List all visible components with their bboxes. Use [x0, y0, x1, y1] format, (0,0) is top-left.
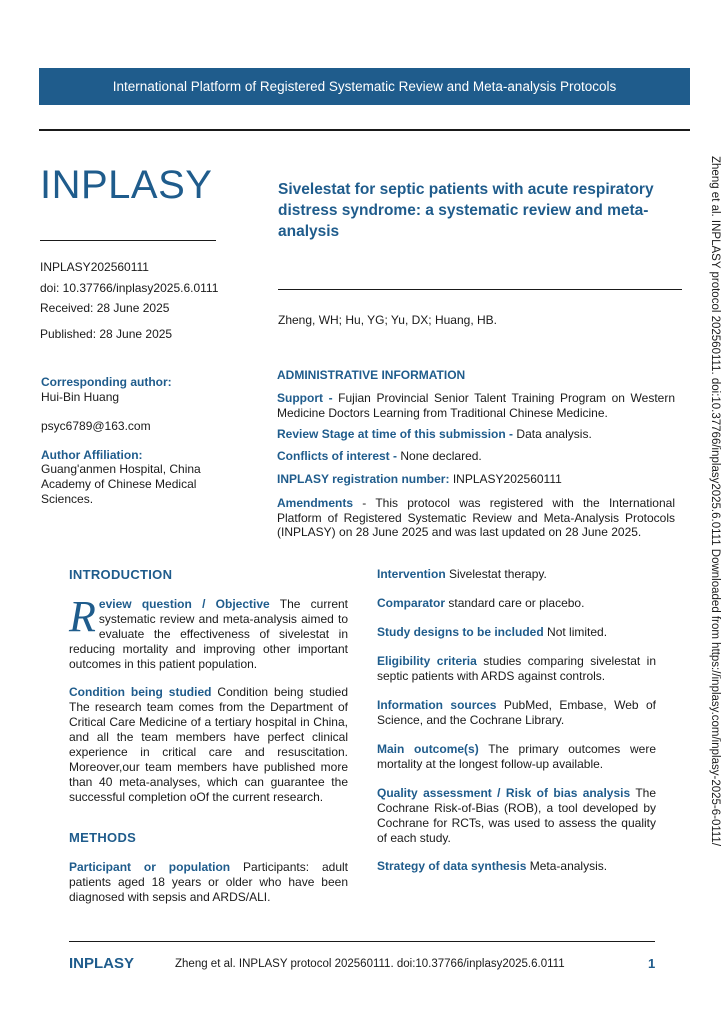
- brand-logo: INPLASY: [40, 163, 213, 207]
- published-date: Published: 28 June 2025: [40, 327, 173, 341]
- footer-rule: [69, 941, 655, 942]
- amendments-label: Amendments: [277, 496, 354, 510]
- corresponding-author-name: Hui-Bin Huang: [41, 390, 120, 404]
- admin-heading: ADMINISTRATIVE INFORMATION: [277, 368, 466, 382]
- review-question-paragraph: [69, 592, 349, 672]
- stage-label: Review Stage at time of this submission -: [277, 427, 514, 441]
- main-outcomes-paragraph: [377, 742, 656, 772]
- participant-label: Participant or population: [69, 860, 231, 874]
- footer-brand: INPLASY: [69, 955, 135, 972]
- admin-conflicts: [277, 449, 675, 464]
- corresponding-email[interactable]: psyc6789@163.com: [41, 419, 151, 433]
- eligibility-text: studies comparing sivelestat in septic patients with ARDS against controls.: [377, 654, 656, 683]
- condition-label: Condition being studied: [69, 685, 212, 699]
- footer-citation: Zheng et al. INPLASY protocol 202560111. doi:10.37766/inplasy2025.6.0111: [175, 958, 565, 970]
- received-date: Received: 28 June 2025: [40, 301, 170, 315]
- affiliation-text: Guang'anmen Hospital, China Academy of Chinese Medical Sciences.: [41, 462, 201, 506]
- information-sources-text: PubMed, Embase, Web of Science, and the Cochrane Library.: [377, 698, 656, 727]
- conflicts-text: None declared.: [400, 449, 482, 463]
- affiliation-label: Author Affiliation:: [41, 448, 143, 462]
- condition-text: Condition being studied The research team comes from the Department of Critical Care Medicine of a tertiary hospital in China, and all the team members have perfect clinical experience in critical care and resuscitation. Moreover,our team members have published more than 40 meta-analyses, which can guarantee the successful completion oOf the current research.: [69, 685, 348, 804]
- review-question-label: eview question / Objective: [98, 597, 270, 611]
- main-outcomes-text: The primary outcomes were mortality at the longest follow-up available.: [377, 742, 656, 771]
- title-rule: [278, 289, 682, 290]
- condition-paragraph: [69, 685, 348, 805]
- admin-stage: [277, 427, 675, 442]
- drop-cap: R: [69, 592, 96, 641]
- download-sidebar-note: Zheng et al. INPLASY protocol 202560111. doi:10.37766/inplasy2025.6.0111 Downloaded from https://inplasy.com/inplasy-2025-6-0111/: [709, 156, 721, 847]
- top-rule: [39, 129, 690, 131]
- page-number: 1: [648, 956, 656, 971]
- admin-registration: [277, 472, 675, 487]
- data-synthesis-text: Meta-analysis.: [529, 859, 608, 873]
- intervention-label: Intervention: [377, 567, 446, 581]
- amendments-text: - This protocol was registered with the International Platform of Registered Systematic Review and Meta-Analysis Protocols (INPLASY) on 28 June 2025 and was last updated on 28 June 2025.: [277, 496, 675, 539]
- stage-text: Data analysis.: [516, 427, 592, 441]
- intervention-text: Sivelestat therapy.: [449, 567, 547, 581]
- comparator-text: standard care or placebo.: [448, 596, 585, 610]
- study-designs-text: Not limited.: [547, 625, 608, 639]
- authors: Zheng, WH; Hu, YG; Yu, DX; Huang, HB.: [278, 313, 497, 327]
- admin-support: [277, 391, 675, 420]
- brand-rule: [40, 240, 216, 241]
- conflicts-label: Conflicts of interest -: [277, 449, 398, 463]
- quality-assessment-paragraph: [377, 786, 656, 846]
- participant-paragraph: [69, 860, 348, 905]
- quality-assessment-text: The Cochrane Risk-of-Bias (ROB), a tool developed by Cochrane for RCTs, was used to assess the quality of each study.: [377, 786, 657, 845]
- inplasy-id: INPLASY202560111: [40, 260, 149, 274]
- intervention-paragraph: [377, 567, 656, 582]
- admin-amendments: [277, 496, 675, 540]
- methods-heading: METHODS: [69, 830, 137, 845]
- comparator-label: Comparator: [377, 596, 446, 610]
- review-question-text: The current systematic review and meta-analysis aimed to evaluate the effectiveness of sivelestat in reducing mortality and improving other important outcomes in this patient population.: [69, 597, 349, 671]
- main-outcomes-label: Main outcome(s): [377, 742, 479, 756]
- registration-number: INPLASY202560111: [452, 472, 562, 486]
- information-sources-paragraph: [377, 698, 656, 728]
- eligibility-label: Eligibility criteria: [377, 654, 477, 668]
- header-banner: International Platform of Registered Systematic Review and Meta-analysis Protocols: [39, 68, 690, 105]
- paper-title: Sivelestat for septic patients with acute respiratory distress syndrome: a systematic review and meta-analysis: [278, 181, 654, 240]
- study-designs-label: Study designs to be included: [377, 625, 544, 639]
- support-label: Support -: [277, 391, 333, 405]
- data-synthesis-label: Strategy of data synthesis: [377, 859, 527, 873]
- support-text: Fujian Provincial Senior Talent Training Program on Western Medicine Doctors Learning from Traditional Chinese Medicine.: [277, 391, 675, 420]
- information-sources-label: Information sources: [377, 698, 497, 712]
- quality-assessment-label: Quality assessment / Risk of bias analysis: [377, 786, 631, 800]
- participant-text: Participants: adult patients aged 18 years or older who have been diagnosed with sepsis and ARDS/ALI.: [69, 860, 348, 904]
- eligibility-paragraph: [377, 654, 656, 684]
- study-designs-paragraph: [377, 625, 656, 640]
- corresponding-author-label: Corresponding author:: [41, 375, 172, 389]
- doi-text: doi: 10.37766/inplasy2025.6.0111: [40, 281, 219, 295]
- registration-label: INPLASY registration number:: [277, 472, 450, 486]
- comparator-paragraph: [377, 596, 656, 611]
- introduction-heading: INTRODUCTION: [69, 567, 173, 582]
- data-synthesis-paragraph: [377, 859, 656, 874]
